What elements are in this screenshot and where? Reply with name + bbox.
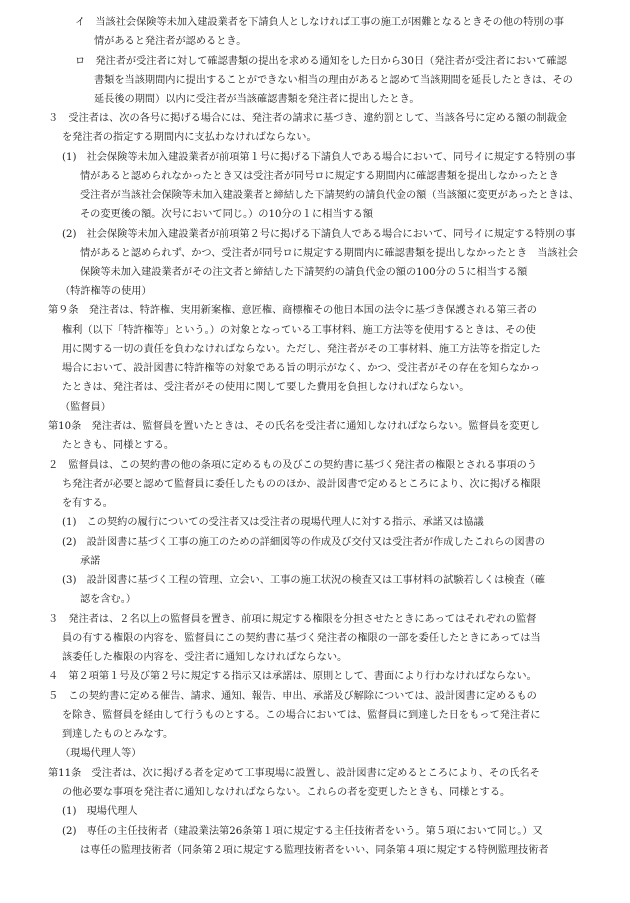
document-text-line: 情があると認められず、かつ、受注者が同号ロに規定する期間内に確認書類を提出しなかったとき 当該社会 <box>80 248 578 259</box>
document-text-line: 保険等未加入建設業者がその注文者と締結した下請契約の請負代金の額の100分の５に相当する額 <box>80 267 528 278</box>
document-text-line: を発注者の指定する期間内に支払わなければならない。 <box>62 132 317 143</box>
document-text-line: を有する。 <box>62 498 113 509</box>
document-text-line: 用に関する一切の責任を負わなければならない。ただし、発注者がその工事材料、施工方法等を指定した <box>62 344 541 355</box>
document-text-line: 認を含む。） <box>80 594 137 605</box>
document-text-line: （特許権等の使用） <box>60 286 152 297</box>
document-text-line: 第10条 発注者は、監督員を置いたときは、その氏名を受注者に通知しなければならない。監督員を変更し <box>48 421 540 432</box>
document-text-line: （現場代理人等） <box>60 748 142 759</box>
document-text-line: 第11条 受注者は、次に掲げる者を定めて工事現場に設置し、設計図書に定めるところにより、その氏名そ <box>48 768 540 779</box>
document-text-line: ４ 第２項第１号及び第２号に規定する指示又は承諾は、原則として、書面により行わなければならない。 <box>48 671 537 682</box>
document-text-line: ２ 監督員は、この契約書の他の条項に定めるもの及びこの契約書に基づく発注者の権限とされる事項のう <box>48 460 537 471</box>
document-text-line: イ 当該社会保険等未加入建設業者を下請負人としなければ工事の施工が困難となるときその他の特別の事 <box>75 17 564 28</box>
document-text-line: 受注者が当該社会保険等未加入建設業者と締結した下請契約の請負代金の額（当該額に変更があったときは、 <box>80 190 580 201</box>
document-text-line: 書類を当該期間内に提出することができない相当の理由があると認めて当該期間を延長したときは、その <box>94 75 573 86</box>
document-text-line: ち発注者が必要と認めて監督員に委任したもののほか、設計図書で定めるところにより、次に掲げる権限 <box>62 479 541 490</box>
document-text-line: 第９条 発注者は、特許権、実用新案権、意匠権、商標権その他日本国の法令に基づき保護される第三者の <box>48 305 537 316</box>
document-text-line: (2) 設計図書に基づく工事の施工のための詳細図等の作成及び交付又は受注者が作成したこれらの図書の <box>62 537 546 548</box>
document-text-line: たときも、同様とする。 <box>62 440 175 451</box>
document-text-line: ロ 発注者が受注者に対して確認書類の提出を求める通知をした日から30日（発注者が受注者において確認 <box>75 56 567 67</box>
document-text-line: ５ この契約書に定める催告、請求、通知、報告、申出、承諾及び解除については、設計図書に定めるもの <box>48 691 537 702</box>
document-text-line: 情があると認められなかったとき又は受注者が同号ロに規定する期間内に確認書類を提出しなかったとき <box>80 171 559 182</box>
document-text-line: 権利（以下「特許権等」という。）の対象となっている工事材料、施工方法等を使用するときは、その使 <box>62 325 536 336</box>
document-text-line: は専任の監理技術者（同条第２項に規定する監理技術者をいい、同条第４項に規定する特例監理技術者 <box>80 845 549 856</box>
document-text-line: (1) 現場代理人 <box>62 806 138 817</box>
document-text-line: 到達したものとみなす。 <box>62 729 174 740</box>
document-text-line: (1) この契約の履行についての受注者又は受注者の現場代理人に対する指示、承諾又は協議 <box>62 517 484 528</box>
document-text-line: その変更後の額。次号において同じ。）の10分の１に相当する額 <box>80 209 374 220</box>
document-text-line: (2) 専任の主任技術者（建設業法第26条第１項に規定する主任技術者をいう。第５項において同じ。）又 <box>62 826 543 837</box>
document-text-line: ３ 受注者は、次の各号に掲げる場合には、発注者の請求に基づき、違約罰として、当該各号に定める額の制裁金 <box>48 113 567 124</box>
document-text-line: の他必要な事項を発注者に通知しなければならない。これらの者を変更したときも、同様とする。 <box>62 787 511 798</box>
document-text-line: 員の有する権限の内容を、監督員にこの契約書に基づく発注者の権限の一部を委任したときにあっては当 <box>62 633 541 644</box>
document-text-line: 延長後の期間）以内に受注者が当該確認書類を発注者に提出したとき。 <box>94 94 420 105</box>
document-text-line: （監督員） <box>60 402 111 413</box>
document-text-line: ３ 発注者は、２名以上の監督員を置き、前項に規定する権限を分担させたときにあってはそれぞれの監督 <box>48 614 537 625</box>
document-text-line: たときは、発注者は、受注者がその使用に関して要した費用を負担しなければならない。 <box>62 382 470 393</box>
document-text-line: 該委任した権限の内容を、受注者に通知しなければならない。 <box>62 652 348 663</box>
document-text-line: (1) 社会保険等未加入建設業者が前項第１号に掲げる下請負人である場合において、同号イに規定する特別の事 <box>62 152 576 163</box>
document-text-line: (2) 社会保険等未加入建設業者が前項第２号に掲げる下請負人である場合において、同号イに規定する特別の事 <box>62 229 576 240</box>
document-text-line: 情があると発注者が認めるとき。 <box>94 36 247 47</box>
document-text-line: 場合において、設計図書に特許権等の対象である旨の明示がなく、かつ、受注者がその存在を知らなかっ <box>62 363 540 374</box>
document-text-line: を除き、監督員を経由して行うものとする。この場合においては、監督員に到達した日をもって発注者に <box>62 710 541 721</box>
document-text-line: (3) 設計図書に基づく工程の管理、立会い、工事の施工状況の検査又は工事材料の試験若しくは検査（確 <box>62 575 546 586</box>
document-text-line: 承諾 <box>80 556 101 567</box>
